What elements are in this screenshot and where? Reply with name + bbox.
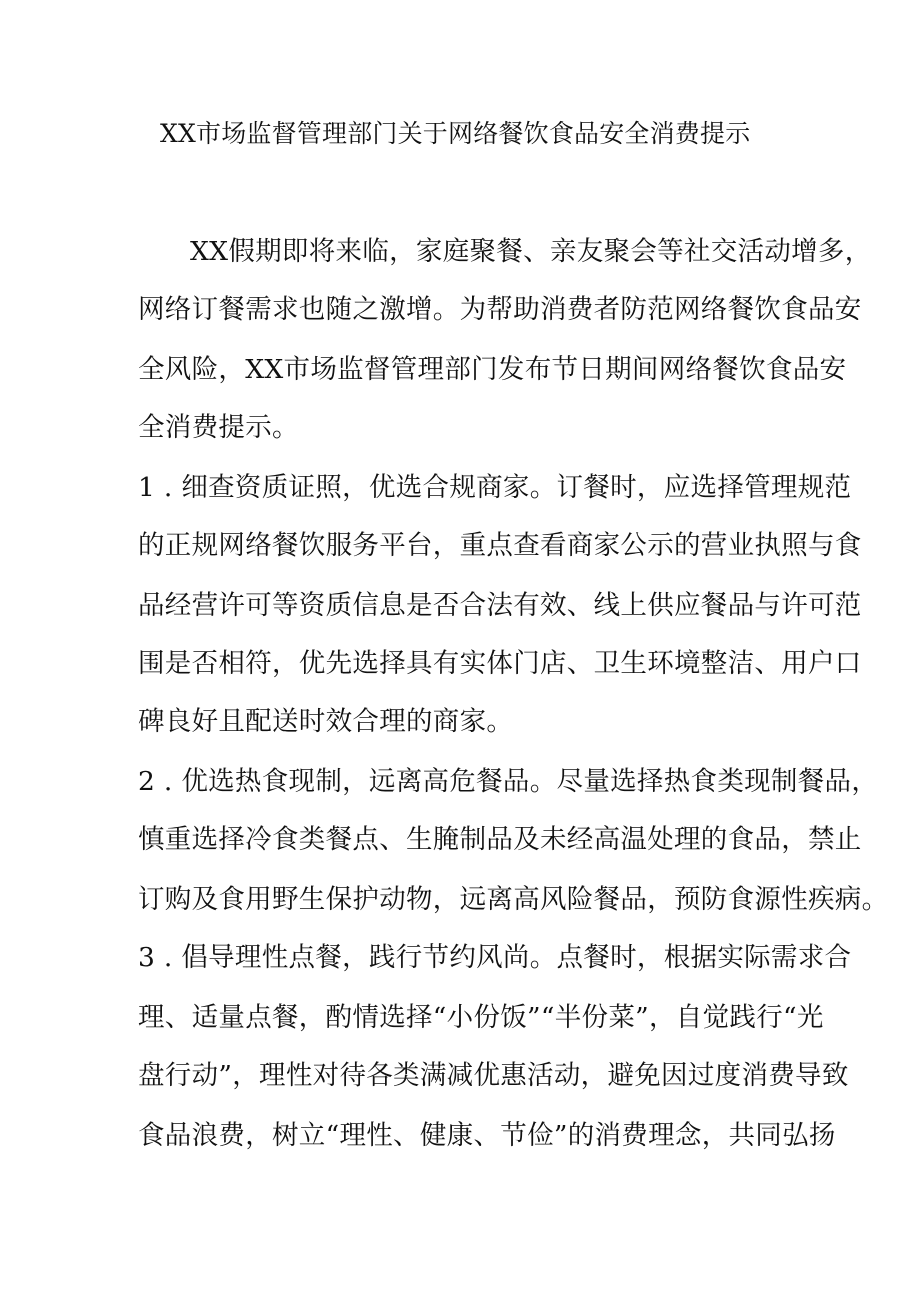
item-2-line-2: 慎重选择冷食类餐点、生腌制品及未经高温处理的食品，禁止 — [138, 824, 862, 855]
item-1-line-2: 的正规网络餐饮服务平台，重点查看商家公示的营业执照与食 — [138, 530, 862, 561]
item-1-line-3: 品经营许可等资质信息是否合法有效、线上供应餐品与许可范 — [138, 590, 862, 621]
item-2-line-1: 2 . 优选热食现制，远离高危餐品。尽量选择热食类现制餐品， — [138, 766, 879, 797]
document-title: XX市场监督管理部门关于网络餐饮食品安全消费提示 — [160, 119, 751, 148]
paragraph-intro-line-1: XX假期即将来临，家庭聚餐、亲友聚会等社交活动增多， — [190, 236, 872, 267]
item-2-line-3: 订购及食用野生保护动物，远离高风险餐品，预防食源性疾病。 — [138, 884, 889, 915]
paragraph-intro-line-3: 全风险，XX市场监督管理部门发布节日期间网络餐饮食品安 — [138, 354, 847, 385]
item-1-line-1: 1 . 细查资质证照，优选合规商家。订餐时，应选择管理规范 — [138, 472, 852, 503]
paragraph-intro-line-2: 网络订餐需求也随之激增。为帮助消费者防范网络餐饮食品安 — [138, 294, 862, 325]
item-3-line-1: 3 . 倡导理性点餐，践行节约风尚。点餐时，根据实际需求合 — [138, 942, 852, 973]
item-1-line-5: 碑良好且配送时效合理的商家。 — [138, 706, 514, 737]
item-3-line-2: 理、适量点餐，酌情选择“小份饭”“半份菜”，自觉践行“光 — [138, 1002, 824, 1033]
item-3-line-4: 食品浪费，树立“理性、健康、节俭”的消费理念，共同弘扬 — [138, 1120, 836, 1151]
item-3-line-3: 盘行动”，理性对待各类满减优惠活动，避免因过度消费导致 — [138, 1060, 849, 1091]
paragraph-intro-line-4: 全消费提示。 — [138, 412, 299, 443]
item-1-line-4: 围是否相符，优先选择具有实体门店、卫生环境整洁、用户口 — [138, 648, 862, 679]
